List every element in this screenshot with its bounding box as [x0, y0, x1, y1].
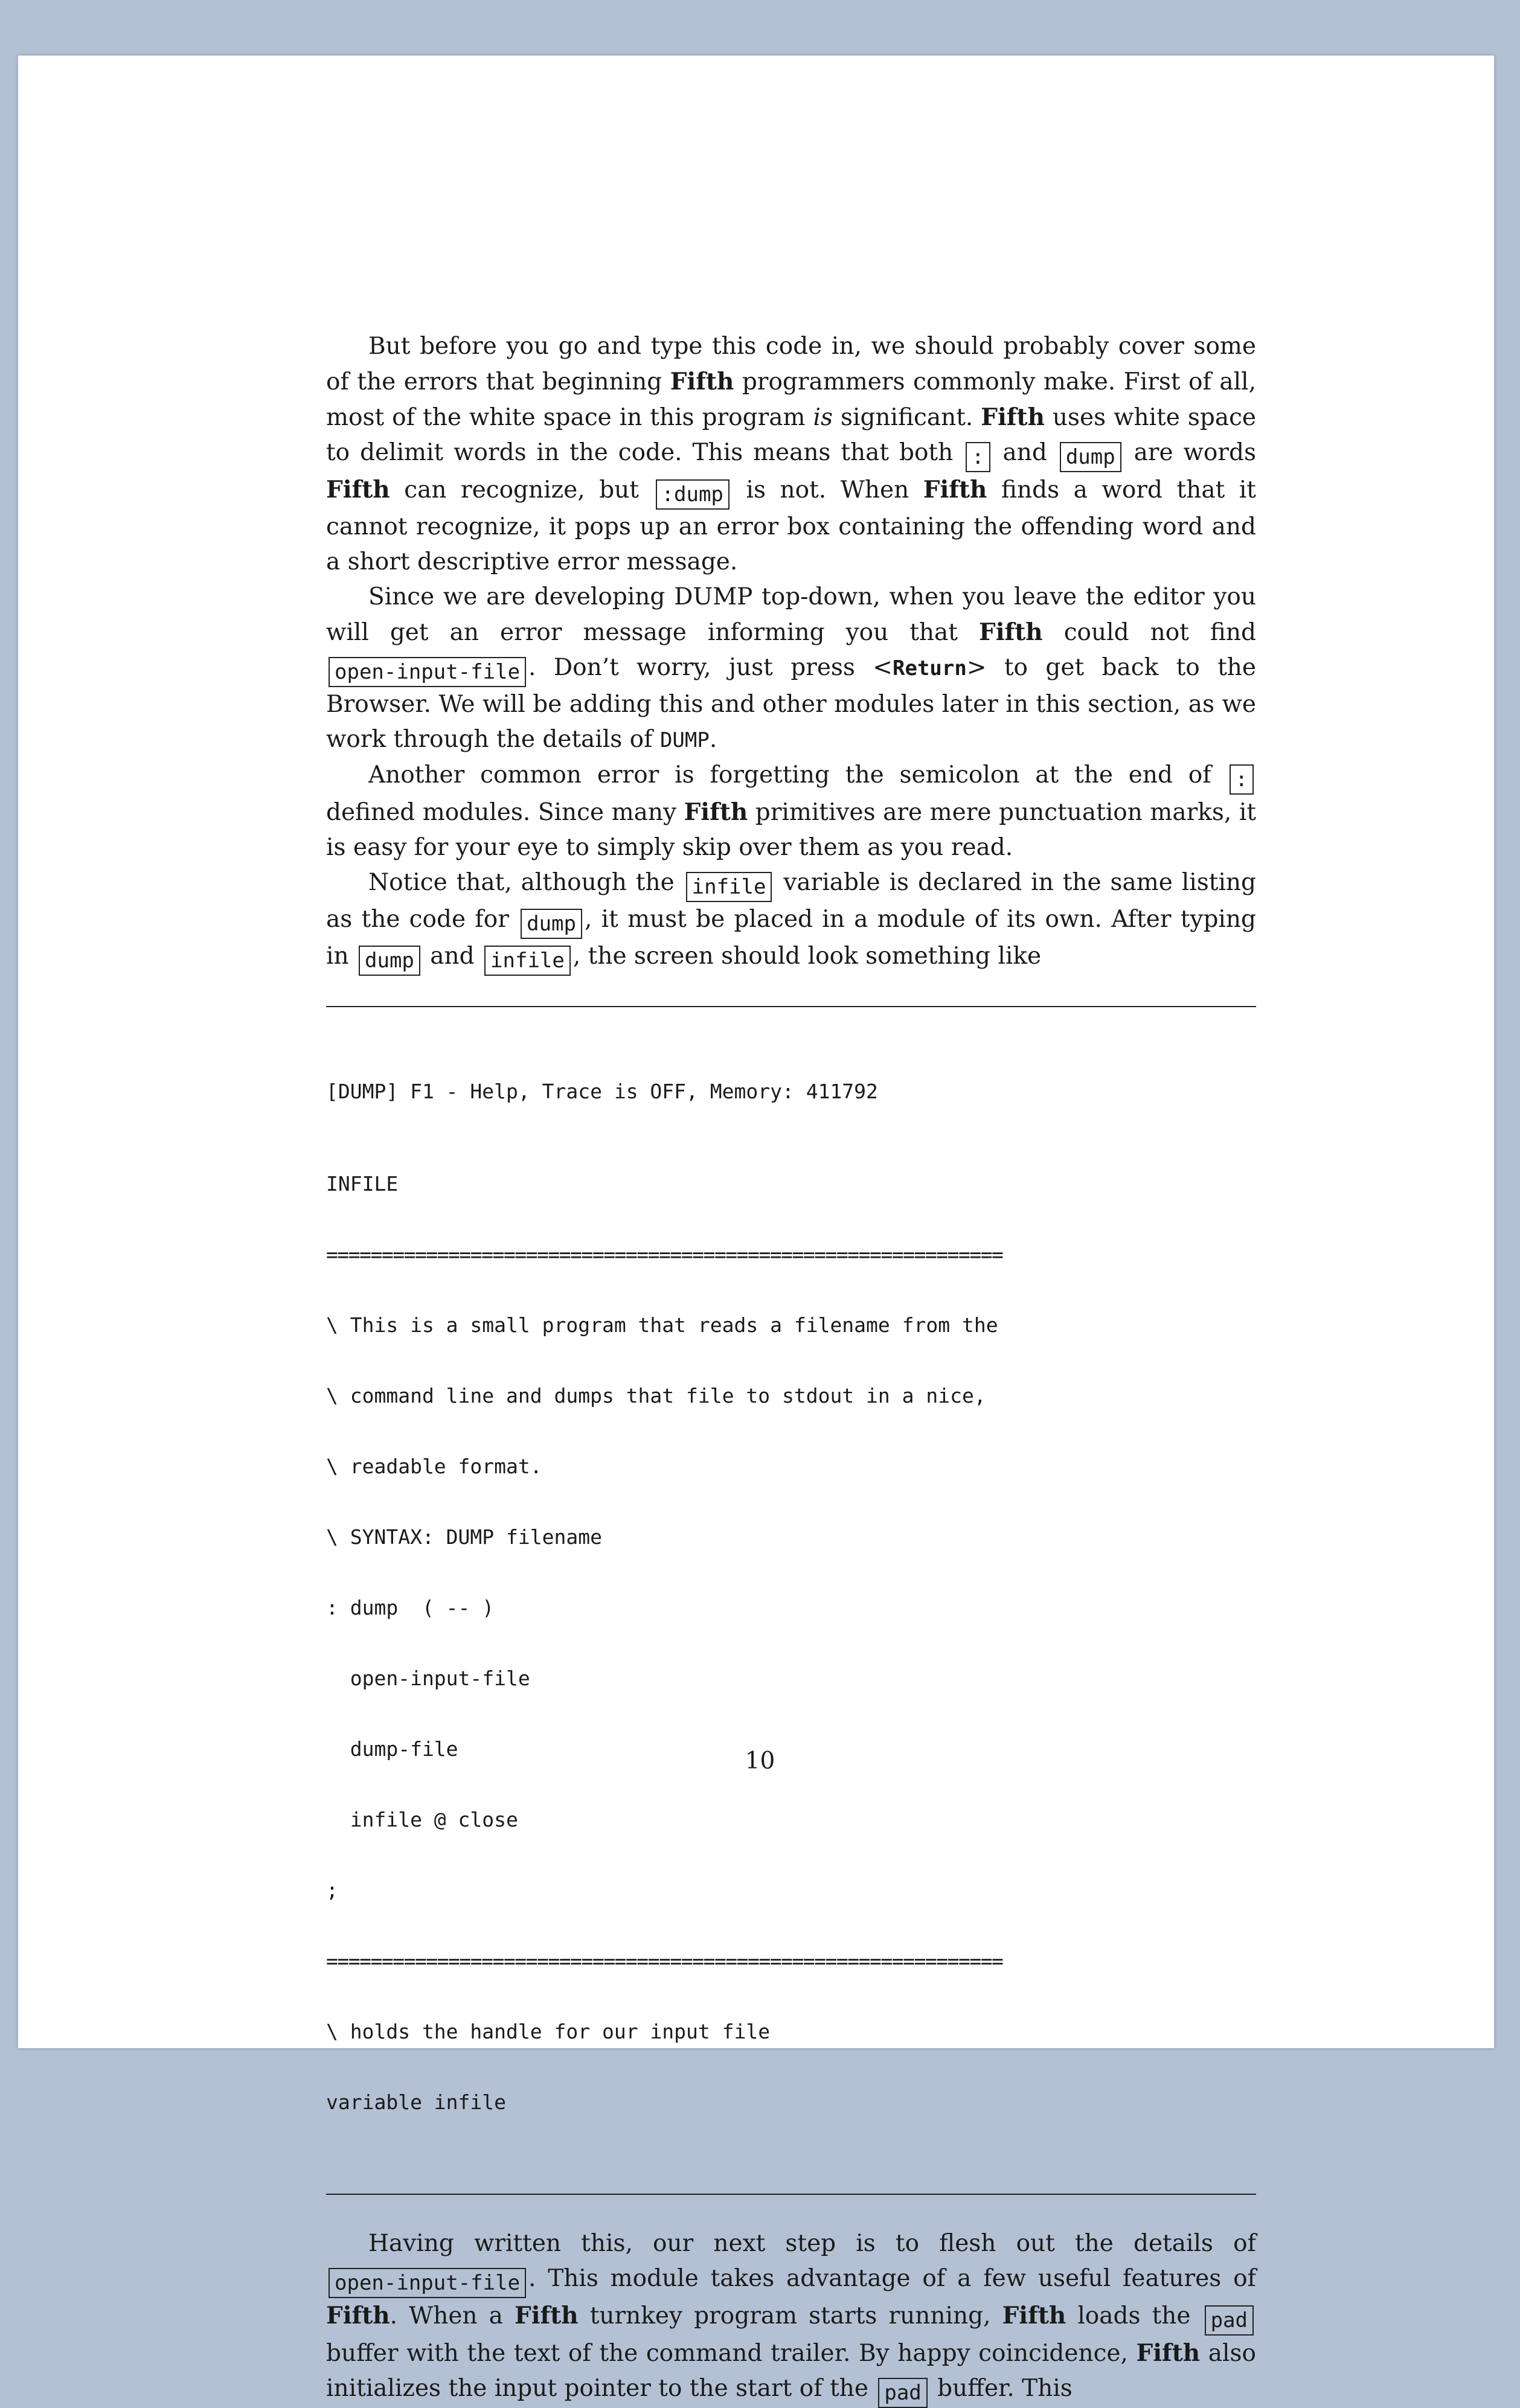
- code-line: \ holds the handle for our input file: [326, 2020, 771, 2043]
- code-word-dump: dump: [1060, 442, 1121, 472]
- code-line: ;: [326, 1878, 338, 1902]
- paragraph-2: Since we are developing DUMP top-down, when you leave the editor you will get an error message informing you that Fifth could not find open-input-file . Don’t worry, just press <Return> to get back to the Browser. We will be adding this and other modules later in this section, as we work through the details of DUMP.: [326, 583, 1256, 753]
- code-line: \ readable format.: [326, 1455, 542, 1478]
- code-word-open-input-file: open-input-file: [329, 2268, 526, 2298]
- code-word-colon: :: [1230, 764, 1254, 795]
- code-line: infile @ close: [326, 1808, 518, 1831]
- paragraph-5: Having written this, our next step is to flesh out the details of open-input-file . This module takes advantage of a few useful features of Fifth. When a Fifth turnkey program starts running, Fifth loads the pad buffer with the text of the command trailer. By happy coincidence, Fifth also initializes the input pointer to the start of the pad buffer. This: [326, 2226, 1256, 2408]
- module-name: INFILE: [326, 1172, 399, 1196]
- code-word-colon-dump: :dump: [656, 479, 730, 510]
- page-content: [326, 329, 1256, 2408]
- code-word-dump: dump: [359, 946, 420, 976]
- code-word-open-input-file: open-input-file: [329, 657, 526, 687]
- paragraph-3: Another common error is forgetting the semicolon at the end of : defined modules. Since many Fifth primitives are mere punctuation marks, it is easy for your eye to simply skip over them as you read.: [326, 761, 1256, 861]
- editor-screen-listing: [326, 1007, 1256, 2161]
- module-separator: =============================================================: [326, 1243, 1003, 1266]
- code-word-infile: infile: [686, 872, 772, 902]
- paragraph-1: But before you go and type this code in, we should probably cover some of the errors that beginning Fifth programmers commonly make. First of all, most of the white space in this program is significant. Fifth uses white space to delimit words in the code. This means that both : and dump are words Fifth can recognize, but :dump is not. When Fifth finds a word that it cannot recognize, it pops up an error box containing the offending word and a short descriptive error message.: [326, 333, 1257, 575]
- code-line: \ SYNTAX: DUMP filename: [326, 1525, 602, 1549]
- paragraph-4: Notice that, although the infile variable is declared in the same listing as the code for dump , it must be placed in a module of its own. After typing in dump and infile , the screen should look something like: [326, 865, 1256, 976]
- code-word-pad: pad: [878, 2378, 927, 2408]
- code-line: \ command line and dumps that file to stdout in a nice,: [326, 1384, 986, 1407]
- code-word-dump: dump: [521, 909, 582, 939]
- code-line: : dump ( -- ): [326, 1596, 495, 1619]
- code-line: open-input-file: [326, 1667, 530, 1690]
- page-number: 10: [745, 1747, 775, 1775]
- module-separator: =============================================================: [326, 1949, 1003, 1973]
- code-word-pad: pad: [1205, 2305, 1254, 2336]
- code-line: \ This is a small program that reads a filename from the: [326, 1313, 998, 1337]
- editor-status-line: [DUMP] F1 - Help, Trace is OFF, Memory: 411792: [326, 1080, 878, 1103]
- code-line: variable infile: [326, 2090, 507, 2114]
- code-word-infile: infile: [484, 946, 571, 976]
- code-line: dump-file: [326, 1737, 458, 1761]
- code-word-colon: :: [966, 442, 990, 472]
